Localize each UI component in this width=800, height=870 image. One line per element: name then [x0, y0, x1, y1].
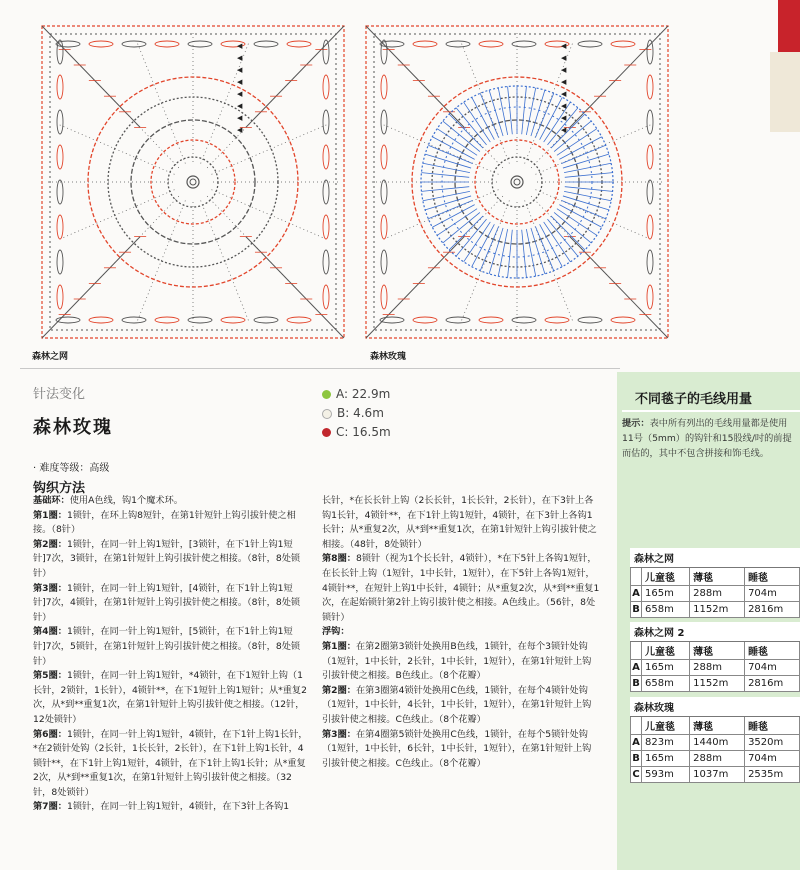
column-header: 儿童毯 — [642, 642, 690, 660]
instruction-paragraph — [33, 625, 308, 669]
round-text: 长针，*在长长针上钩（2长长针，1长长针，2长针），在下3针上各钩1长针，4锁针**，在下1针上钩1短针，4锁针，在下3针上各钩1长针；从*重复2次，从*到**重复1次，在第1针短针上钩引拔针使之相接。（48针，8处锁针） — [322, 495, 597, 550]
color-dot-icon — [322, 390, 331, 399]
table-row — [631, 676, 800, 692]
row-key: A — [631, 660, 642, 676]
round-text: 1锁针，在同一针上钩1短针，[3锁针，在下1针上钩1短针]7次，3锁针，在第1针短针上钩引拔针使之相接。（8针，8处锁针） — [33, 538, 301, 579]
yarn-table-name: 森林玫瑰 — [630, 697, 800, 717]
svg-text:◀: ◀ — [561, 66, 567, 74]
table-row — [631, 602, 800, 618]
round-text: 在第4圈第5锁针处换用C色线，1锁针，在每个5锁针处钩（1短针，1中长针，6长针，1中长针，1短针），在第1针短针上钩引拔针使之相接。C色线止。（8个花瓣） — [322, 728, 592, 769]
row-key: A — [631, 735, 642, 751]
round-label: 第4圈： — [33, 626, 67, 638]
round-text: 1锁针，在同一针上钩1短针，[5锁针，在下1针上钩1短针]7次，5锁针，在第1针短针上钩引拔针使之相接。（8针，8处锁针） — [33, 626, 301, 667]
instructions-column-2 — [322, 494, 600, 771]
table-cell: 288m — [690, 586, 745, 602]
column-header: 睡毯 — [745, 568, 800, 586]
color-legend — [322, 385, 391, 442]
round-text: 1锁针，在同一针上钩1短针，[4锁针，在下1针上钩1短针]7次，4锁针，在第1针短针上钩引拔针使之相接。（8针，8处锁针） — [33, 582, 301, 623]
table-row — [631, 767, 800, 783]
round-text: 使用A色线，钩1个魔术环。 — [69, 495, 183, 506]
round-label: 第3圈： — [322, 728, 356, 740]
column-header: 薄毯 — [690, 717, 745, 735]
legend-item-c: C: 16.5m — [322, 423, 391, 442]
instruction-paragraph — [322, 552, 600, 625]
instruction-paragraph — [322, 684, 600, 728]
method-heading: 钩织方法 — [33, 481, 86, 496]
column-header: 薄毯 — [690, 642, 745, 660]
instructions-column-1 — [33, 494, 308, 815]
column-header: 儿童毯 — [642, 717, 690, 735]
table-cell: 658m — [642, 676, 690, 692]
svg-text:◀: ◀ — [237, 114, 243, 122]
svg-text:◀: ◀ — [561, 126, 567, 134]
difficulty-level: · 难度等级：高级 — [33, 463, 110, 474]
instruction-paragraph — [33, 669, 308, 727]
table-cell: 1152m — [690, 676, 745, 692]
table-cell: 3520m — [745, 735, 800, 751]
table-cell: 2535m — [745, 767, 800, 783]
round-label: 第8圈： — [322, 553, 356, 565]
svg-text:◀: ◀ — [561, 78, 567, 86]
round-text: 8锁针（视为1个长长针，4锁针），*在下5针上各钩1短针，在长长针上钩（1短针，1中长针，1短针），在下5针上各钩1短针，4锁针**，在短针上钩1中长针，4锁针；从*重复2次，从*到**重复1次，在起始锁针第2针上钩引拔针使之相接。A色线止。（56针，8处锁针） — [322, 553, 600, 623]
table-row — [631, 735, 800, 751]
round-text: 1锁针，在同一针上钩1短针，4锁针，在下1针上钩1长针，*在2锁针处钩（2长针，1长长针，2长针），在下1针上钩1长针，4锁针**，在下1针上钩1短针，4锁针，在下1针上钩1长针；从*重复2次，从*到**重复1次，在第1针短针上钩引拔针使之相接。（32针，8处锁针） — [33, 728, 308, 798]
svg-text:◀: ◀ — [561, 114, 567, 122]
table-cell: 1152m — [690, 602, 745, 618]
page-edge-tab-shadow — [770, 52, 800, 132]
round-text: 在第2圈第3锁针处换用B色线，1锁针，在每个3锁针处钩（1短针，1中长针，2长针，1中长针，1短针），在第1针短针上钩引拔针使之相接。B色线止。（8个花瓣） — [322, 640, 592, 682]
round-label: 浮钩： — [322, 626, 350, 638]
round-label: 第2圈： — [322, 684, 356, 696]
svg-text:◀: ◀ — [561, 42, 567, 50]
table-cell: 165m — [642, 586, 690, 602]
yarn-table-name: 森林之网 2 — [630, 622, 800, 642]
svg-text:◀: ◀ — [561, 54, 567, 62]
panel-divider — [622, 410, 800, 412]
table-cell: 2816m — [745, 602, 800, 618]
instruction-paragraph — [33, 494, 308, 509]
svg-text:◀: ◀ — [561, 102, 567, 110]
diagram-caption-left: 森林之网 — [32, 352, 69, 362]
panel-tip: 提示：表中所有列出的毛线用量都是使用11号（5mm）的钩针和15股线/吋的前提而估的，其中不包含拼接和饰毛线。 — [622, 418, 792, 459]
table-cell: 704m — [745, 751, 800, 767]
svg-text:◀: ◀ — [561, 90, 567, 98]
yarn-table-name: 森林之网 — [630, 548, 800, 568]
crochet-chart-forest-net — [38, 22, 348, 342]
color-dot-icon — [322, 409, 332, 419]
round-text: 在第3圈第4锁针处换用C色线，1锁针，在每个4锁针处钩（1短针，1中长针，4长针，1中长针，1短针），在第1针短针上钩引拔针使之相接。C色线止。（8个花瓣） — [322, 684, 592, 725]
column-header: 儿童毯 — [642, 568, 690, 586]
svg-text:◀: ◀ — [237, 42, 243, 50]
instruction-paragraph — [322, 494, 600, 552]
section-heading: 针法变化 — [33, 387, 86, 402]
divider — [20, 368, 620, 369]
table-cell: 704m — [745, 586, 800, 602]
table-cell: 593m — [642, 767, 690, 783]
row-key: B — [631, 602, 642, 618]
instruction-paragraph — [322, 640, 600, 684]
table-cell: 288m — [690, 751, 745, 767]
legend-item-b: B: 4.6m — [322, 404, 391, 423]
row-key: C — [631, 767, 642, 783]
round-text: 1锁针，在同一针上钩1短针，*4锁针，在下1短针上钩（1长针，2锁针，1长针），4锁针**，在下1短针上钩1短针；从*重复2次，从*到**重复1次，在第1针短针上钩引拔针使之相接。（12针，12处锁针） — [33, 670, 307, 725]
yarn-table — [630, 548, 800, 618]
table-cell: 823m — [642, 735, 690, 751]
svg-text:◀: ◀ — [237, 66, 243, 74]
page-edge-tab — [778, 0, 800, 52]
row-key: B — [631, 676, 642, 692]
color-dot-icon — [322, 428, 331, 437]
table-cell: 288m — [690, 660, 745, 676]
round-label: 基础环： — [33, 495, 70, 506]
round-text: 1锁针，在环上钩8短针，在第1针短针上钩引拔针使之相接。（8针） — [33, 509, 296, 536]
column-header: 睡毯 — [745, 642, 800, 660]
pattern-title: 森林玫瑰 — [33, 417, 113, 438]
table-cell: 704m — [745, 660, 800, 676]
round-label: 第3圈： — [33, 582, 67, 594]
svg-text:◀: ◀ — [237, 54, 243, 62]
legend-item-a: A: 22.9m — [322, 385, 391, 404]
yarn-table — [630, 697, 800, 783]
instruction-paragraph — [33, 582, 308, 626]
diagram-caption-right: 森林玫瑰 — [370, 352, 407, 362]
round-label: 第2圈： — [33, 538, 67, 550]
yarn-table — [630, 622, 800, 692]
table-cell: 165m — [642, 660, 690, 676]
instruction-paragraph — [33, 728, 308, 801]
instruction-paragraph — [33, 800, 308, 815]
round-text: 1锁针，在同一针上钩1短针，4锁针，在下3针上各钩1 — [66, 801, 290, 813]
svg-text:◀: ◀ — [237, 102, 243, 110]
round-label: 第1圈： — [322, 640, 356, 652]
crochet-chart-forest-rose — [362, 22, 672, 342]
table-row — [631, 660, 800, 676]
table-row — [631, 751, 800, 767]
instruction-paragraph — [322, 625, 600, 640]
table-cell: 658m — [642, 602, 690, 618]
round-label: 第1圈： — [33, 509, 67, 521]
svg-text:◀: ◀ — [237, 90, 243, 98]
column-header: 薄毯 — [690, 568, 745, 586]
round-label: 第7圈： — [33, 801, 67, 813]
row-key: B — [631, 751, 642, 767]
table-row — [631, 586, 800, 602]
column-header: 睡毯 — [745, 717, 800, 735]
row-key: A — [631, 586, 642, 602]
table-cell: 2816m — [745, 676, 800, 692]
table-cell: 1037m — [690, 767, 745, 783]
svg-text:◀: ◀ — [237, 126, 243, 134]
round-label: 第5圈： — [33, 670, 67, 682]
instruction-paragraph — [33, 538, 308, 582]
table-cell: 165m — [642, 751, 690, 767]
svg-text:◀: ◀ — [237, 78, 243, 86]
instruction-paragraph — [33, 509, 308, 538]
instruction-paragraph — [322, 728, 600, 772]
panel-title: 不同毯子的毛线用量 — [635, 392, 753, 407]
table-cell: 1440m — [690, 735, 745, 751]
round-label: 第6圈： — [33, 728, 67, 740]
